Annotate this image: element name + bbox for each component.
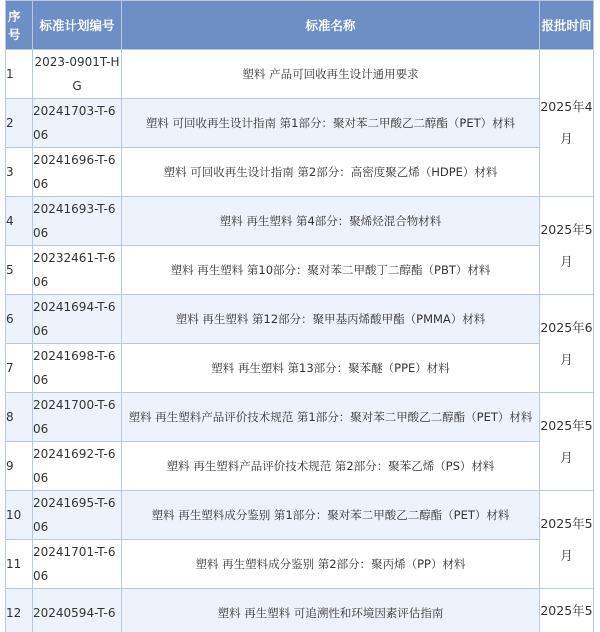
row-standard-name: 塑料 再生塑料 可追溯性和环境因素评估指南: [122, 589, 540, 632]
table-row: [6, 246, 594, 295]
table-row: [6, 540, 594, 589]
row-plan-number: 20241698-T-606: [33, 344, 122, 393]
row-seq: 1: [6, 50, 33, 99]
row-seq: 7: [6, 344, 33, 393]
header-plan-number: 标准计划编号: [33, 1, 122, 50]
row-seq: 2: [6, 99, 33, 148]
row-plan-number: 20232461-T-606: [33, 246, 122, 295]
row-seq: 5: [6, 246, 33, 295]
row-standard-name: 塑料 再生塑料 第13部分：聚苯醚（PPE）材料: [122, 344, 540, 393]
approval-time-cell: 2025年6月: [540, 295, 594, 393]
row-plan-number: 20241694-T-606: [33, 295, 122, 344]
approval-time-cell: 2025年4月: [540, 50, 594, 197]
table-row: [6, 197, 594, 246]
row-standard-name: 塑料 再生塑料 第10部分：聚对苯二甲酸丁二醇酯（PBT）材料: [122, 246, 540, 295]
table-row: [6, 50, 594, 99]
row-seq: 6: [6, 295, 33, 344]
row-seq: 12: [6, 589, 33, 632]
table-row: [6, 491, 594, 540]
approval-time-cell: 2025年5月: [540, 197, 594, 295]
row-seq: 10: [6, 491, 33, 540]
table-row: [6, 99, 594, 148]
row-standard-name: 塑料 再生塑料产品评价技术规范 第2部分：聚苯乙烯（PS）材料: [122, 442, 540, 491]
approval-time-cell: 2025年5月: [540, 393, 594, 491]
table-row: [6, 393, 594, 442]
table-row: [6, 295, 594, 344]
row-seq: 3: [6, 148, 33, 197]
header-approval-time: 报批时间: [540, 1, 594, 50]
approval-time-cell: 2025年5月: [540, 491, 594, 589]
row-plan-number: 20241696-T-606: [33, 148, 122, 197]
row-plan-number: 20241701-T-606: [33, 540, 122, 589]
row-plan-number: 2023-0901T-HG: [33, 50, 122, 99]
table-row: [6, 344, 594, 393]
row-standard-name: 塑料 产品可回收再生设计通用要求: [122, 50, 540, 99]
row-standard-name: 塑料 可回收再生设计指南 第2部分：高密度聚乙烯（HDPE）材料: [122, 148, 540, 197]
row-plan-number: 20241700-T-606: [33, 393, 122, 442]
table-row: [6, 442, 594, 491]
row-standard-name: 塑料 再生塑料产品评价技术规范 第1部分：聚对苯二甲酸乙二醇酯（PET）材料: [122, 393, 540, 442]
row-standard-name: 塑料 再生塑料 第12部分：聚甲基丙烯酸甲酯（PMMA）材料: [122, 295, 540, 344]
approval-time-cell: 2025年5: [540, 589, 594, 632]
row-standard-name: 塑料 再生塑料成分鉴别 第1部分：聚对苯二甲酸乙二醇酯（PET）材料: [122, 491, 540, 540]
row-seq: 4: [6, 197, 33, 246]
table-row: [6, 589, 594, 632]
row-plan-number: 20240594-T-6: [33, 589, 122, 632]
table-row: [6, 148, 594, 197]
row-seq: 9: [6, 442, 33, 491]
row-standard-name: 塑料 再生塑料 第4部分：聚烯烃混合物材料: [122, 197, 540, 246]
row-plan-number: 20241693-T-606: [33, 197, 122, 246]
row-standard-name: 塑料 可回收再生设计指南 第1部分：聚对苯二甲酸乙二醇酯（PET）材料: [122, 99, 540, 148]
row-plan-number: 20241703-T-606: [33, 99, 122, 148]
table-header-row: [6, 1, 594, 50]
row-plan-number: 20241695-T-606: [33, 491, 122, 540]
header-seq: 序号: [6, 1, 33, 50]
table-body: [6, 50, 594, 632]
row-standard-name: 塑料 再生塑料成分鉴别 第2部分：聚丙烯（PP）材料: [122, 540, 540, 589]
header-standard-name: 标准名称: [122, 1, 540, 50]
row-seq: 11: [6, 540, 33, 589]
row-seq: 8: [6, 393, 33, 442]
row-plan-number: 20241692-T-606: [33, 442, 122, 491]
standards-table: [5, 0, 594, 632]
